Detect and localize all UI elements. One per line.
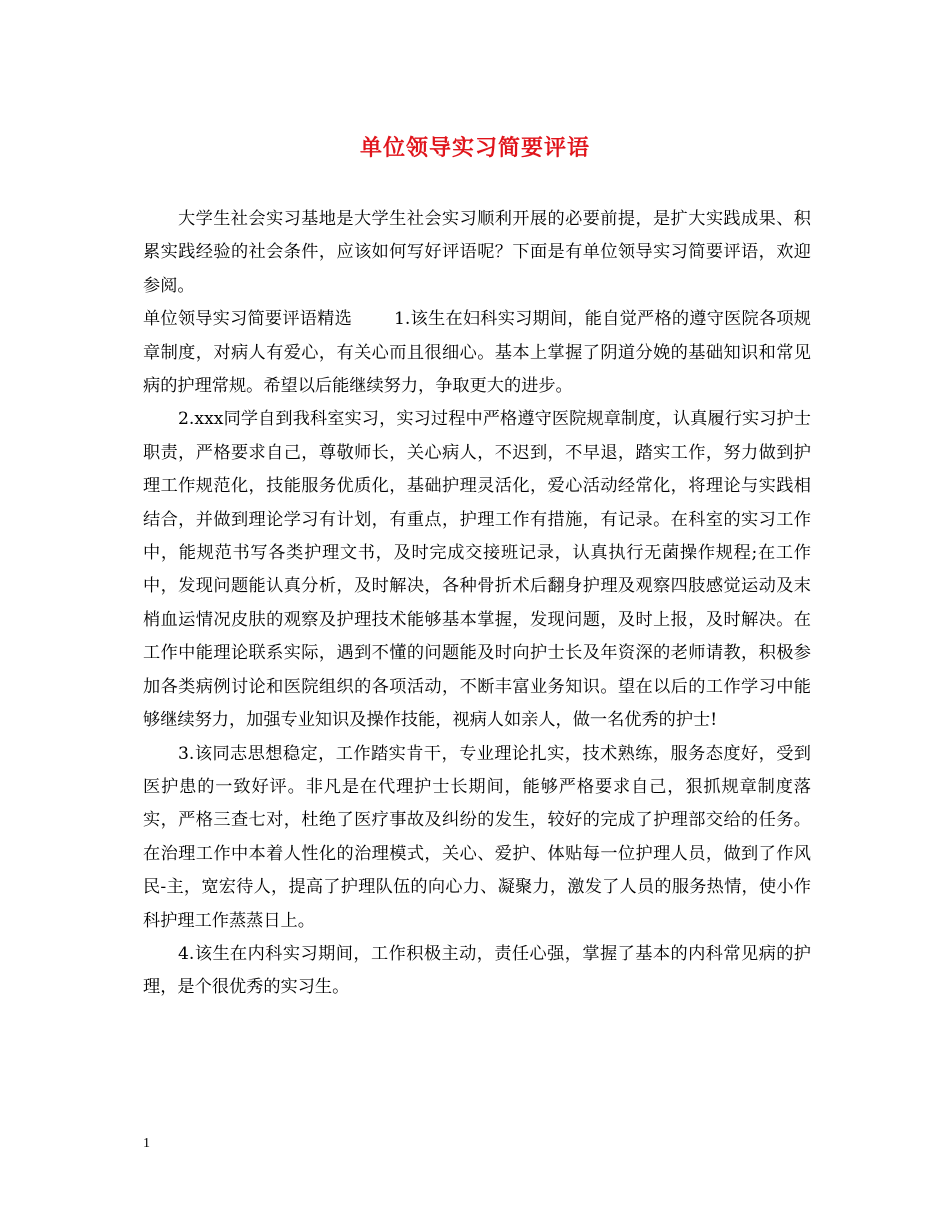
section-heading: 单位领导实习简要评语精选 (143, 309, 352, 330)
page-number: 1 (143, 1136, 150, 1151)
section-paragraph (143, 303, 811, 403)
document-title: 单位领导实习简要评语 (359, 135, 590, 161)
comment-item-4: 4.该生在内科实习期间，工作积极主动，责任心强，掌握了基本的内科常见病的护理，是个很优秀的实习生。 (143, 943, 811, 998)
intro-paragraph: 大学生社会实习基地是大学生社会实习顺利开展的必要前提，是扩大实践成果、积累实践经验的社会条件，应该如何写好评语呢？下面是有单位领导实习简要评语，欢迎参阅。 (143, 209, 811, 296)
comment-item-3: 3.该同志思想稳定，工作踏实肯干，专业理论扎实，技术熟练，服务态度好，受到医护患的一致好评。非凡是在代理护士长期间，能够严格要求自己，狠抓规章制度落实，严格三查七对，杜绝了医疗事故及纠纷的发生，较好的完成了护理部交给的任务。在治理工作中本着人性化的治理模式，关心、爱护、体贴每一位护理人员，做到了作风民-主，宽宏待人，提高了护理队伍的向心力、凝聚力，激发了人员的服务热情，使小作科护理工作蒸蒸日上。 (143, 743, 811, 931)
comment-item-2: 2.xxx同学自到我科室实习，实习过程中严格遵守医院规章制度，认真履行实习护士职责，严格要求自己，尊敬师长，关心病人，不迟到，不早退，踏实工作，努力做到护理工作规范化，技能服务优质化，基础护理灵活化，爱心活动经常化，将理论与实践相结合，并做到理论学习有计划，有重点，护理工作有措施，有记录。在科室的实习工作中，能规范书写各类护理文书，及时完成交接班记录，认真执行无菌操作规程;在工作中，发现问题能认真分析，及时解决，各种骨折术后翻身护理及观察四肢感觉运动及末梢血运情况皮肤的观察及护理技术能够基本掌握，发现问题，及时上报，及时解决。在工作中能理论联系实际，遇到不懂的问题能及时向护士长及年资深的老师请教，积极参加各类病例讨论和医院组织的各项活动，不断丰富业务知识。望在以后的工作学习中能够继续努力，加强专业知识及操作技能，视病人如亲人，做一名优秀的护士! (143, 409, 811, 731)
document-body (143, 203, 811, 1005)
comment-item-1: 1.该生在妇科实习期间，能自觉严格的遵守医院各项规章制度，对病人有爱心，有关心而且很细心。基本上掌握了阴道分娩的基础知识和常见病的护理常规。希望以后能继续努力，争取更大的进步。 (143, 309, 811, 397)
